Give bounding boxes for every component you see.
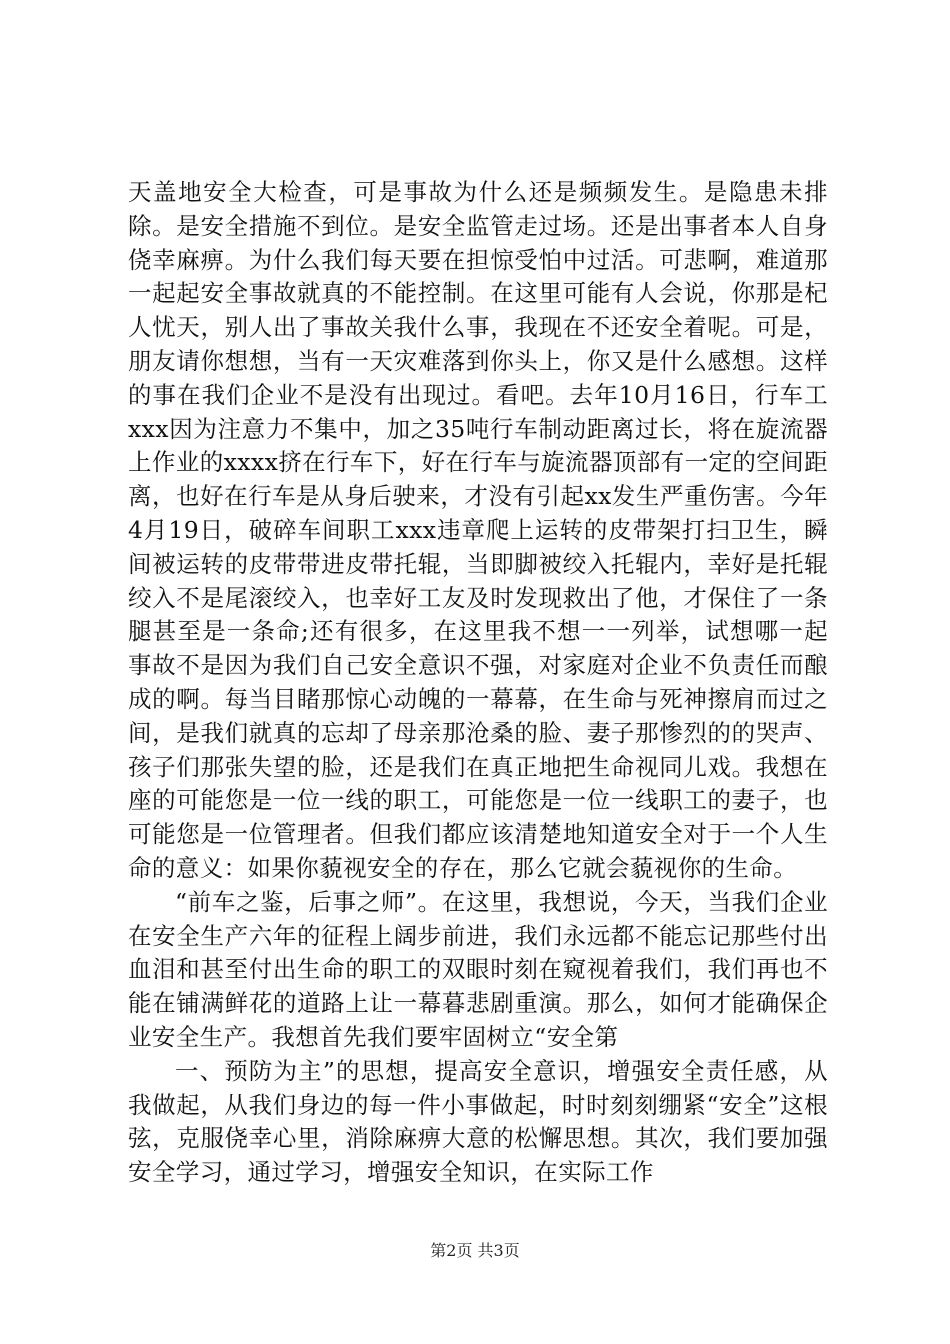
paragraph-3: 一、预防为主”的思想，提高安全意识，增强安全责任感，从我做起，从我们身边的每一件小事做起，时时刻刻绷紧“安全”这根弦，克服侥幸心里，消除麻痹大意的松懈思想。其次，我们要加强安全学习，通过学习，增强安全知识，在实际工作 xyxy=(128,1056,828,1187)
page-number-footer: 第2页 共3页 xyxy=(430,1241,520,1260)
paragraph-2: “前车之鉴，后事之师”。在这里，我想说，今天，当我们企业在安全生产六年的征程上阔步前进，我们永远都不能忘记那些付出血泪和甚至付出生命的职工的双眼时刻在窥视着我们，我们再也不能在铺满鲜花的道路上让一幕暮悲剧重演。那么，如何才能确保企业安全生产。我想首先我们要牢固树立“安全第 xyxy=(128,887,828,1051)
paragraph-1: 天盖地安全大检查，可是事故为什么还是频频发生。是隐患未排除。是安全措施不到位。是安全监管走过场。还是出事者本人自身侥幸麻痹。为什么我们每天要在担惊受怕中过活。可悲啊，难道那一起起安全事故就真的不能控制。在这里可能有人会说，你那是杞人忧天，别人出了事故关我什么事，我现在不还安全着呢。可是，朋友请你想想，当有一天灾难落到你头上，你又是什么感想。这样的事在我们企业不是没有出现过。看吧。去年10月16日，行车工xxx因为注意力不集中，加之35吨行车制动距离过长，将在旋流器上作业的xxxx挤在行车下，好在行车与旋流器顶部有一定的空间距离，也好在行车是从身后驶来，才没有引起xx发生严重伤害。今年4月19日，破碎车间职工xxx违章爬上运转的皮带架打扫卫生，瞬间被运转的皮带带进皮带托辊，当即脚被绞入托辊内，幸好是托辊绞入不是尾滚绞入，也幸好工友及时发现救出了他，才保住了一条腿甚至是一条命;还有很多，在这里我不想一一列举，试想哪一起事故不是因为我们自己安全意识不强，对家庭对企业不负责任而酿成的啊。每当目睹那惊心动魄的一幕幕，在生命与死神擦肩而过之间，是我们就真的忘却了母亲那沧桑的脸、妻子那惨烈的的哭声、孩子们那张失望的脸，还是我们在真正地把生命视同儿戏。我想在座的可能您是一位一线的职工，可能您是一位一线职工的妻子，也可能您是一位管理者。但我们都应该清楚地知道安全对于一个人生命的意义：如果你藐视安全的存在，那么它就会藐视你的生命。 xyxy=(128,178,828,882)
document-body xyxy=(128,176,828,1190)
